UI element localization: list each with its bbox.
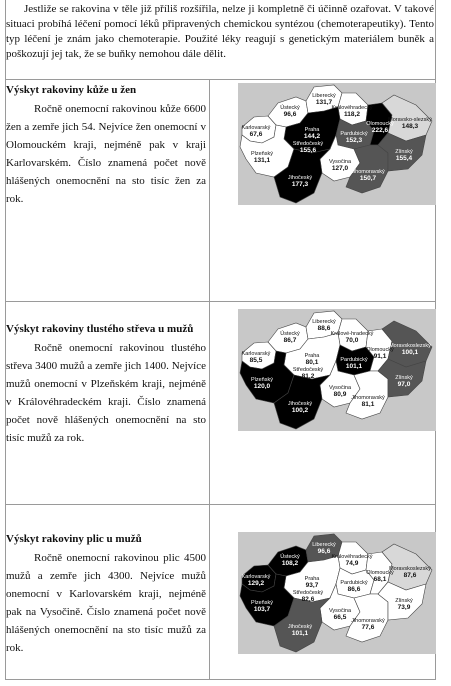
region-value-moravskoslezsky: 148,3 xyxy=(401,123,419,130)
region-value-ustecky: 86,7 xyxy=(283,337,297,344)
region-label-ustecky: Ústecký xyxy=(280,105,300,111)
region-value-karlovarsky: 67,6 xyxy=(249,131,263,138)
region-label-zlinsky: Zlínský xyxy=(395,149,413,155)
region-label-jihomoravsky: Jihomoravský xyxy=(351,169,385,175)
divider-1 xyxy=(5,79,436,80)
region-label-vysocina: Vysočina xyxy=(328,608,352,614)
region-value-moravskoslezsky: 100,1 xyxy=(401,349,419,356)
region-value-olomoucky: 91,1 xyxy=(373,353,387,360)
region-label-pardubicky: Pardubický xyxy=(340,357,368,363)
region-value-zlinsky: 73,9 xyxy=(397,604,411,611)
region-label-liberecky: Liberecký xyxy=(312,319,336,325)
region-value-plzensky: 103,7 xyxy=(253,606,271,613)
czech-region-map xyxy=(238,532,436,654)
section-text: Ročně onemocní rakovinou kůže 6600 žen a zemře jich 54. Nejvíce žen onemocní v Olomouckém kraji, nejméně pak v kraji Karlovarském. Číslo znamená počet nově hlášených onemocnění na sto tisíc žen za rok. xyxy=(6,103,206,205)
region-label-vysocina: Vysočina xyxy=(328,159,352,165)
divider-2 xyxy=(5,301,436,302)
region-value-vysocina: 66,5 xyxy=(333,614,347,621)
map-colon-cancer xyxy=(238,309,436,431)
region-label-plzensky: Plzeňský xyxy=(250,377,274,383)
region-label-karlovarsky: Karlovarský xyxy=(241,574,271,580)
region-value-kralovehradecky: 70,0 xyxy=(345,337,359,344)
region-label-karlovarsky: Karlovarský xyxy=(241,351,271,357)
region-value-praha: 93,7 xyxy=(305,582,319,589)
czech-region-map xyxy=(238,83,436,205)
region-label-olomoucky: Olomoucký xyxy=(366,570,394,576)
region-label-stredocesky: Středočeský xyxy=(292,590,324,596)
region-value-praha: 144,2 xyxy=(303,133,321,140)
region-value-stredocesky: 82,6 xyxy=(301,596,315,603)
region-value-olomoucky: 68,1 xyxy=(373,576,387,583)
region-label-ustecky: Ústecký xyxy=(280,554,300,560)
region-label-zlinsky: Zlínský xyxy=(395,375,413,381)
region-label-olomoucky: Olomoucký xyxy=(366,121,394,127)
region-value-jihomoravsky: 81,1 xyxy=(361,401,375,408)
region-value-jihocesky: 100,2 xyxy=(291,407,309,414)
section-title: Výskyt rakoviny kůže u žen xyxy=(6,84,137,96)
region-label-stredocesky: Středočeský xyxy=(292,141,324,147)
section-lung-cancer xyxy=(6,532,206,657)
region-label-jihomoravsky: Jihomoravský xyxy=(351,395,385,401)
section-title: Výskyt rakoviny plic u mužů xyxy=(6,533,142,545)
intro-paragraph: Jestliže se rakovina v těle již příliš rozšířila, nelze ji kompletně či účinně ozařovat. V takové situaci probíhá léčení pomocí léků připravených chemickou syntézou (chemoterapeutiky). Tento typ léčení je znám jako chemoterapie. Použité léky reagují s genetickým materiálem buněk a poškozují jej tak, že se buňky nemohou dále dělit. xyxy=(6,3,434,60)
region-value-plzensky: 120,0 xyxy=(253,383,271,390)
region-label-praha: Praha xyxy=(304,576,320,582)
region-label-kralovehradecky: Královéhradecký xyxy=(331,105,373,111)
region-label-vysocina: Vysočina xyxy=(328,385,352,391)
region-label-jihomoravsky: Jihomoravský xyxy=(351,618,385,624)
region-value-zlinsky: 155,4 xyxy=(395,155,413,162)
region-value-kralovehradecky: 118,2 xyxy=(344,111,360,118)
region-label-kralovehradecky: Královéhradecký xyxy=(331,554,373,560)
region-value-karlovarsky: 129,2 xyxy=(247,580,265,587)
region-label-kralovehradecky: Králové-hradecký xyxy=(330,331,374,337)
region-label-moravskoslezsky: Moravskoslezský xyxy=(389,566,431,572)
region-label-plzensky: Plzeňský xyxy=(250,600,274,606)
region-label-plzensky: Plzeňský xyxy=(250,151,274,157)
region-value-praha: 80,1 xyxy=(305,359,319,366)
region-label-moravskoslezsky: Moravsko-slezský xyxy=(388,117,432,123)
section-text: Ročně onemocní rakovinou plic 4500 mužů a zemře jich 4300. Nejvíce mužů onemocní v Karlovarském kraji, nejméně pak na Vysočině. Číslo znamená počet nově hlášených onemocnění na sto tisíc mužů za rok. xyxy=(6,552,206,654)
region-value-jihocesky: 101,1 xyxy=(291,630,309,637)
section-text: Ročně onemocní rakovinou tlustého střeva 3400 mužů a zemře jich 1400. Nejvíce mužů onemocní v Plzeňském kraji, nejméně v Královéhradeckém kraji. Číslo znamená počet nově hlášených onemocnění na sto tisíc mužů za rok. xyxy=(6,342,206,444)
region-value-liberecky: 96,6 xyxy=(317,548,331,555)
column-divider xyxy=(209,79,210,680)
region-value-zlinsky: 97,0 xyxy=(397,381,411,388)
region-label-praha: Praha xyxy=(304,127,320,133)
region-value-jihomoravsky: 77,6 xyxy=(361,624,375,631)
section-skin-cancer xyxy=(6,83,206,208)
region-label-pardubicky: Pardubický xyxy=(340,131,368,137)
map-skin-cancer xyxy=(238,83,436,205)
region-label-karlovarsky: Karlovarský xyxy=(241,125,271,131)
region-label-moravskoslezsky: Moravskoslezský xyxy=(389,343,431,349)
region-value-pardubicky: 86,6 xyxy=(347,586,361,593)
region-value-karlovarsky: 85,5 xyxy=(249,357,263,364)
region-label-liberecky: Liberecký xyxy=(312,542,336,548)
region-value-jihocesky: 177,3 xyxy=(291,181,309,188)
region-value-moravskoslezsky: 87,6 xyxy=(403,572,417,579)
region-value-stredocesky: 155,6 xyxy=(299,147,317,154)
region-value-jihomoravsky: 150,7 xyxy=(359,175,377,182)
region-label-praha: Praha xyxy=(304,353,320,359)
region-label-jihocesky: Jihočeský xyxy=(287,401,313,407)
region-value-kralovehradecky: 74,9 xyxy=(345,560,359,567)
map-lung-cancer xyxy=(238,532,436,654)
region-value-ustecky: 96,6 xyxy=(283,111,297,118)
region-label-jihocesky: Jihočeský xyxy=(287,624,313,630)
region-value-vysocina: 80,9 xyxy=(333,391,347,398)
region-value-olomoucky: 222,6 xyxy=(371,127,389,134)
region-value-liberecky: 88,6 xyxy=(317,325,331,332)
region-value-pardubicky: 101,1 xyxy=(345,363,363,370)
region-label-ustecky: Ústecký xyxy=(280,331,300,337)
section-colon-cancer xyxy=(6,322,206,447)
region-label-liberecky: Liberecký xyxy=(312,93,336,99)
region-value-pardubicky: 152,3 xyxy=(345,137,363,144)
region-label-pardubicky: Pardubický xyxy=(340,580,368,586)
region-label-stredocesky: Středočeský xyxy=(292,367,324,373)
section-title: Výskyt rakoviny tlustého střeva u mužů xyxy=(6,323,194,335)
region-label-olomoucky: Olomoucký xyxy=(366,347,394,353)
region-value-stredocesky: 81,2 xyxy=(301,373,315,380)
czech-region-map xyxy=(238,309,436,431)
region-value-vysocina: 127,0 xyxy=(331,165,349,172)
divider-3 xyxy=(5,504,436,505)
region-value-liberecky: 131,7 xyxy=(315,99,333,106)
region-value-ustecky: 108,2 xyxy=(281,560,299,567)
region-label-jihocesky: Jihočeský xyxy=(287,175,313,181)
region-value-plzensky: 131,1 xyxy=(253,157,271,164)
region-label-zlinsky: Zlínský xyxy=(395,598,413,604)
